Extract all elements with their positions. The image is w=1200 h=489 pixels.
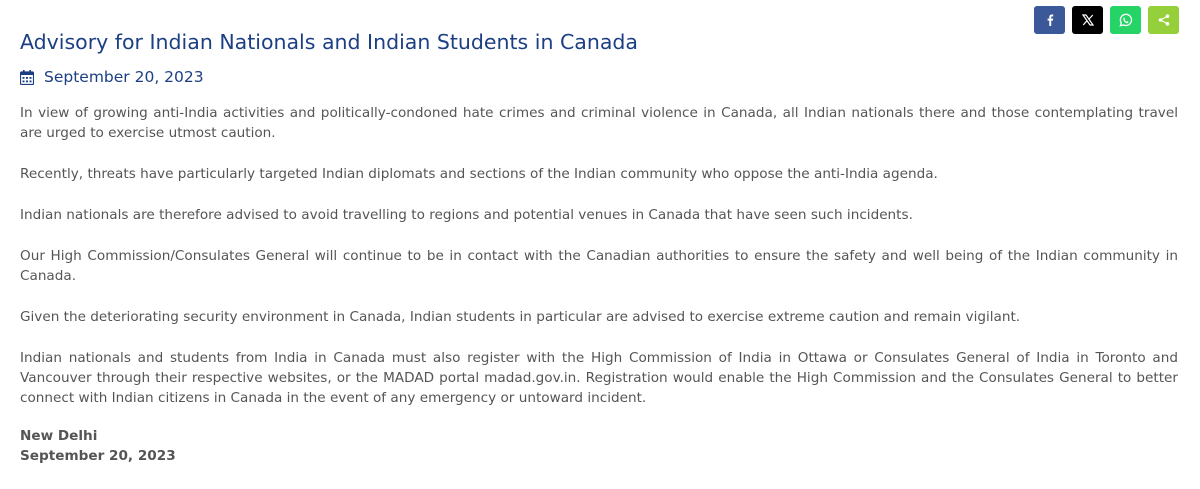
article-body xyxy=(20,103,1178,429)
paragraph: In view of growing anti-India activities and politically-condoned hate crimes and criminal violence in Canada, all Indian nationals there and those contemplating travel are urged to exercise utmost caution. xyxy=(20,105,1178,142)
page-title: Advisory for Indian Nationals and Indian Students in Canada xyxy=(20,30,638,54)
share-icon xyxy=(1158,14,1170,26)
paragraph: Indian nationals are therefore advised to avoid travelling to regions and potential venues in Canada that have seen such incidents. xyxy=(20,206,913,223)
share-button[interactable] xyxy=(1148,6,1179,34)
whatsapp-share-button[interactable] xyxy=(1110,6,1141,34)
whatsapp-icon xyxy=(1119,13,1133,27)
x-icon xyxy=(1082,14,1094,26)
paragraph: Indian nationals and students from India in Canada must also register with the High Commission of India in Ottawa or Consulates General of India in Toronto and Vancouver through their respective websites, or the MADAD portal madad.gov.in. Registration would enable the High Commission and the Consulates General to better connect with Indian citizens in Canada in the event of any emergency or untoward incident. xyxy=(20,349,1178,407)
x-share-button[interactable] xyxy=(1072,6,1103,34)
share-bar xyxy=(1034,6,1179,34)
paragraph: Recently, threats have particularly targeted Indian diplomats and sections of the Indian community who oppose the anti-India agenda. xyxy=(20,166,938,183)
signoff xyxy=(20,426,176,467)
calendar-icon xyxy=(20,70,34,85)
signoff-place: New Delhi xyxy=(20,428,98,444)
signoff-date: September 20, 2023 xyxy=(20,448,176,465)
article-date xyxy=(20,68,204,86)
paragraph: Given the deteriorating security environment in Canada, Indian students in particular are advised to exercise extreme caution and remain vigilant. xyxy=(20,308,1021,325)
paragraph: Our High Commission/Consulates General will continue to be in contact with the Canadian authorities to ensure the safety and well being of the Indian community in Canada. xyxy=(20,247,1178,284)
facebook-share-button[interactable] xyxy=(1034,6,1065,34)
facebook-icon xyxy=(1046,14,1054,26)
article-date-text: September 20, 2023 xyxy=(44,68,204,86)
